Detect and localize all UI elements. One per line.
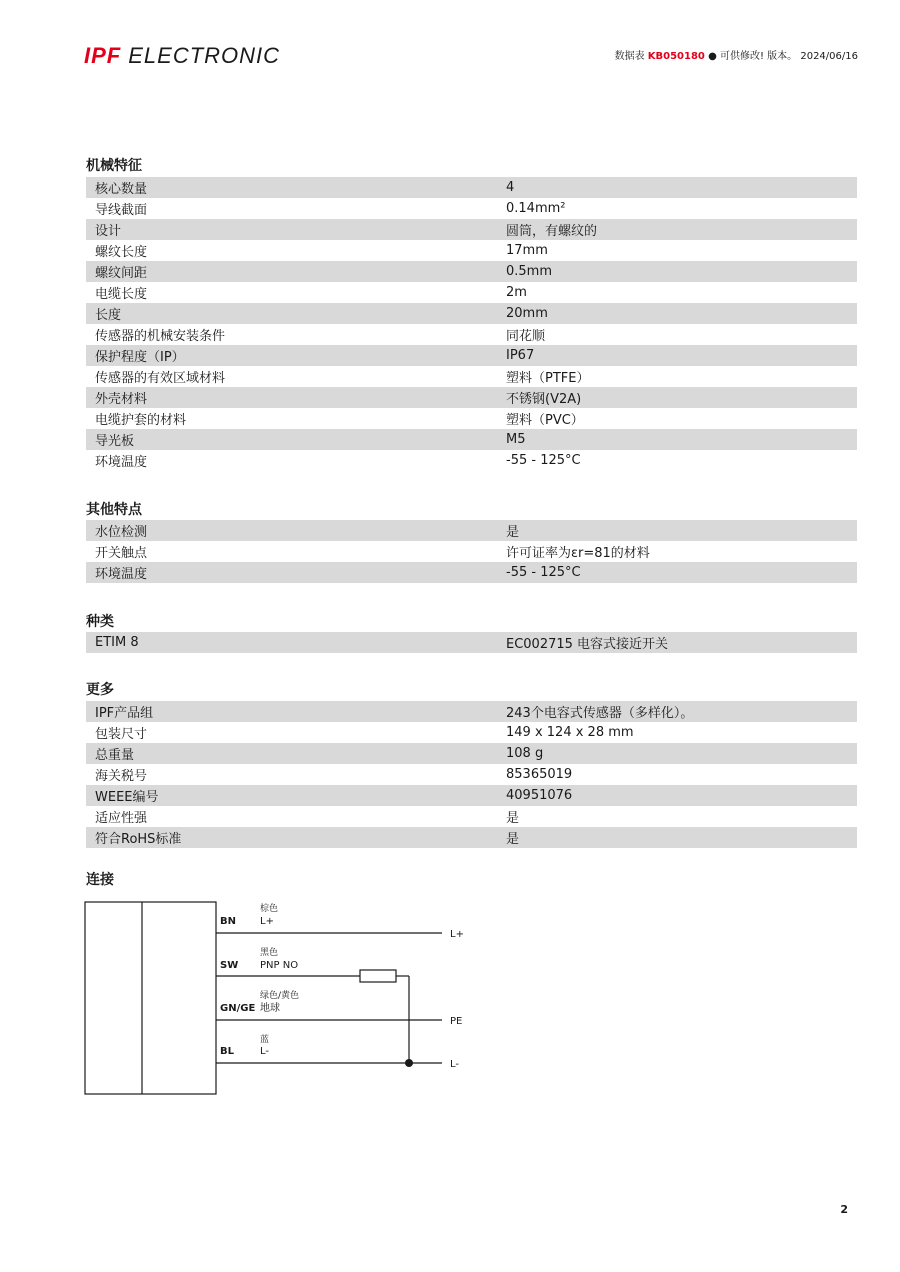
document-meta [615,47,858,62]
property-value: 108 g [506,746,544,761]
property-value: 20mm [506,306,548,321]
table-more [86,701,857,848]
table-row [86,722,857,743]
property-name: 核心数量 [95,182,148,197]
table-row [86,541,857,562]
wire-function-sw: PNP NO [260,960,299,971]
wire-function-bl: L- [260,1046,270,1057]
wire-color-gnge: 绿色/黄色 [260,991,300,1001]
property-name: 导线截面 [95,203,148,218]
table-row [86,429,857,450]
table-row [86,764,857,785]
property-value: 圆筒，有螺纹的 [506,224,598,239]
property-value: 4 [506,180,515,195]
wire-color-bl: 蓝 [260,1035,270,1045]
table-row [86,520,857,541]
property-value: 不锈钢(V2A) [506,392,582,407]
section-title-other: 其他特点 [86,502,142,518]
property-value: M5 [506,432,526,447]
property-name: IPF产品组 [95,706,154,721]
meta-suffix: ● 可供修改! 版本。 2024/06/16 [708,51,858,62]
terminal-label-pe: PE [450,1016,463,1027]
property-value: 许可证率为εr=81的材料 [506,546,650,561]
table-row [86,177,857,198]
table-other [86,520,857,583]
property-value: 是 [506,525,520,540]
property-value: 同花顺 [506,329,546,344]
table-kind [86,632,857,653]
table-row [86,562,857,583]
table-row [86,324,857,345]
property-name: 传感器的有效区域材料 [95,371,226,386]
property-value: 0.5mm [506,264,553,279]
table-row [86,701,857,722]
property-value: IP67 [506,348,535,363]
property-name: 螺纹长度 [95,245,148,260]
property-value: 是 [506,832,520,847]
logo-text: ELECTRONIC [128,43,281,68]
wire-code-bl: BL [220,1046,234,1057]
property-name: 保护程度（IP） [95,350,185,365]
table-row [86,366,857,387]
table-row [86,282,857,303]
section-title-more: 更多 [86,682,114,698]
table-row [86,387,857,408]
logo-brand: IPF [84,43,122,68]
table-row [86,198,857,219]
property-name: 水位检测 [95,525,148,540]
property-value: 85365019 [506,767,573,782]
property-name: 外壳材料 [95,392,148,407]
property-value: -55 - 125°C [506,565,581,580]
table-row [86,219,857,240]
property-name: 海关税号 [95,769,148,784]
property-name: 电缆护套的材料 [95,413,187,428]
table-row [86,806,857,827]
property-value: 塑料（PVC） [506,413,584,428]
load-resistor [360,970,396,982]
table-row [86,743,857,764]
property-value: 149 x 124 x 28 mm [506,725,634,740]
property-value: -55 - 125°C [506,453,581,468]
wire-color-bn: 棕色 [260,904,279,914]
meta-prefix: 数据表 [614,51,645,62]
table-row [86,345,857,366]
wire-code-sw: SW [220,960,239,971]
property-value: 2m [506,285,527,300]
wire-function-bn: L+ [260,916,274,927]
table-mech [86,177,857,471]
product-code: KB050180 [647,51,705,62]
section-title-connect: 连接 [86,872,114,888]
wire-code-bn: BN [220,916,236,927]
section-title-mech: 机械特征 [86,158,142,174]
property-name: 环境温度 [95,567,148,582]
property-name: WEEE编号 [95,790,159,805]
property-name: 电缆长度 [95,287,148,302]
property-name: 环境温度 [95,455,148,470]
property-name: 总重量 [95,748,135,763]
junction-dot [405,1059,413,1067]
property-name: 导光板 [95,434,135,449]
table-row [86,303,857,324]
company-logo [84,43,280,69]
property-name: 适应性强 [95,811,148,826]
property-name: 符合RoHS标准 [95,832,182,847]
terminal-label-lplus: L+ [450,929,464,940]
table-row [86,827,857,848]
terminal-label-lminus: L- [450,1059,460,1070]
wire-color-sw: 黑色 [260,948,279,958]
property-name: 传感器的机械安装条件 [95,329,226,344]
property-value: 40951076 [506,788,573,803]
property-name: 设计 [95,224,122,239]
property-value: 0.14mm² [506,201,566,216]
page-number: 2 [840,1203,848,1216]
property-name: 包装尺寸 [95,727,148,742]
property-value: EC002715 电容式接近开关 [506,637,669,652]
property-name: ETIM 8 [95,635,139,650]
table-row [86,785,857,806]
wiring-diagram [84,897,484,1097]
property-name: 长度 [95,308,122,323]
wire-function-gnge: 地球 [260,1003,280,1014]
table-row [86,240,857,261]
property-name: 螺纹间距 [95,266,148,281]
section-title-kind: 种类 [86,614,114,630]
table-row [86,261,857,282]
sensor-body [85,902,216,1094]
table-row [86,632,857,653]
property-name: 开关触点 [95,546,148,561]
wire-code-gnge: GN/GE [220,1003,256,1014]
table-row [86,408,857,429]
property-value: 17mm [506,243,548,258]
property-value: 是 [506,811,520,826]
property-value: 243个电容式传感器（多样化）。 [506,706,694,721]
property-value: 塑料（PTFE） [506,371,590,386]
table-row [86,450,857,471]
